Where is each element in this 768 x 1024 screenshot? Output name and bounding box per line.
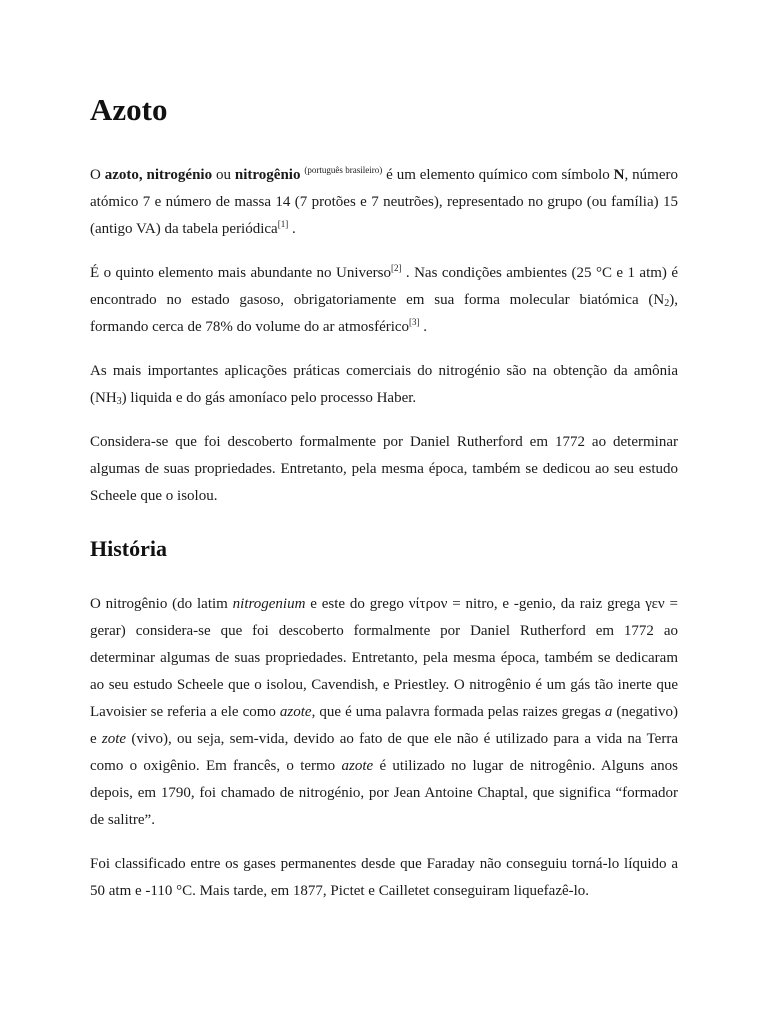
text-run: O bbox=[90, 167, 105, 183]
reference-link[interactable]: [3] bbox=[409, 317, 420, 327]
element-symbol: N bbox=[613, 167, 625, 183]
reference-link[interactable]: [1] bbox=[277, 219, 289, 229]
page-title: Azoto bbox=[90, 92, 168, 127]
text-run: É o quinto elemento mais abundante no Universo bbox=[90, 265, 391, 281]
italic-term: nitrogenium bbox=[232, 596, 306, 612]
history-paragraph bbox=[90, 591, 678, 834]
italic-term: azote bbox=[341, 758, 374, 774]
applications-paragraph bbox=[90, 358, 678, 412]
text-run: . bbox=[288, 221, 296, 237]
reference-link[interactable]: [2] bbox=[390, 263, 402, 273]
text-run: ), formando cerca de 78% do volume do ar atmosférico bbox=[90, 292, 678, 335]
text-run: e este do grego νίτρον = nitro, e -genio, da raiz grega γεν = gerar) considera-se que foi descoberto formalmente por Daniel Rutherford em 1772 ao determinar algumas de suas propriedades. Entretanto, pela mesma época, também se dedicaram ao seu estudo Scheele que o isolou, Cavendish, e Priestley. O nitrogênio é um gás tão inerte que Lavoisier se referia a ele como bbox=[90, 596, 678, 720]
text-run: (negativo) e bbox=[90, 704, 678, 747]
section-heading-historia: História bbox=[90, 536, 167, 561]
text-run: O nitrogênio (do latim bbox=[90, 596, 233, 612]
liquefaction-paragraph: Foi classificado entre os gases permanentes desde que Faraday não conseguiu torná-lo líquido a 50 atm e -110 °C. Mais tarde, em 1877, Pictet e Cailletet conseguiram liquefazê-lo. bbox=[90, 856, 678, 899]
discovery-paragraph: Considera-se que foi descoberto formalmente por Daniel Rutherford em 1772 ao determinar algumas de suas propriedades. Entretanto, pela mesma época, também se dedicou ao seu estudo Scheele que o isolou. bbox=[90, 434, 678, 504]
text-run: , número atómico 7 e número de massa 14 (7 protões e 7 neutrões), representado no grupo (ou família) 15 (antigo VA) da tabela periódica bbox=[90, 167, 678, 237]
text-run: ) liquida e do gás amoníaco pelo processo Haber. bbox=[121, 390, 417, 406]
text-run: ou bbox=[212, 167, 235, 183]
text-run: As mais importantes aplicações práticas comerciais do nitrogénio são na obtenção da amônia (NH bbox=[90, 363, 678, 406]
text-run: . Nas condições ambientes (25 °C e 1 atm) é encontrado no estado gasoso, obrigatoriamente em sua forma molecular biatómica (N bbox=[90, 265, 679, 308]
text-run: , que é uma palavra formada pelas raizes gregas bbox=[311, 704, 605, 720]
text-run: . bbox=[419, 319, 428, 335]
variant-note: (português brasileiro) bbox=[304, 165, 383, 175]
text-run: é utilizado no lugar de nitrogênio. Alguns anos depois, em 1790, foi chamado de nitrogénio, por Jean Antoine Chaptal, que significa “formador de salitre”. bbox=[90, 758, 679, 828]
subscript: 3 bbox=[116, 396, 122, 407]
text-run: (vivo), ou seja, sem-vida, devido ao fato de que ele não é utilizado para a vida na Terra como o oxigênio. Em francês, o termo bbox=[90, 731, 678, 774]
bold-term: nitrogênio bbox=[234, 167, 301, 183]
bold-term: azoto, nitrogénio bbox=[104, 167, 213, 183]
text-run: é um elemento químico com símbolo bbox=[382, 167, 614, 183]
abundance-paragraph bbox=[90, 260, 678, 341]
intro-paragraph bbox=[90, 162, 678, 243]
italic-term: azote bbox=[279, 704, 312, 720]
italic-term: zote bbox=[101, 731, 127, 747]
italic-term: a bbox=[604, 704, 613, 720]
subscript: 2 bbox=[664, 298, 670, 309]
